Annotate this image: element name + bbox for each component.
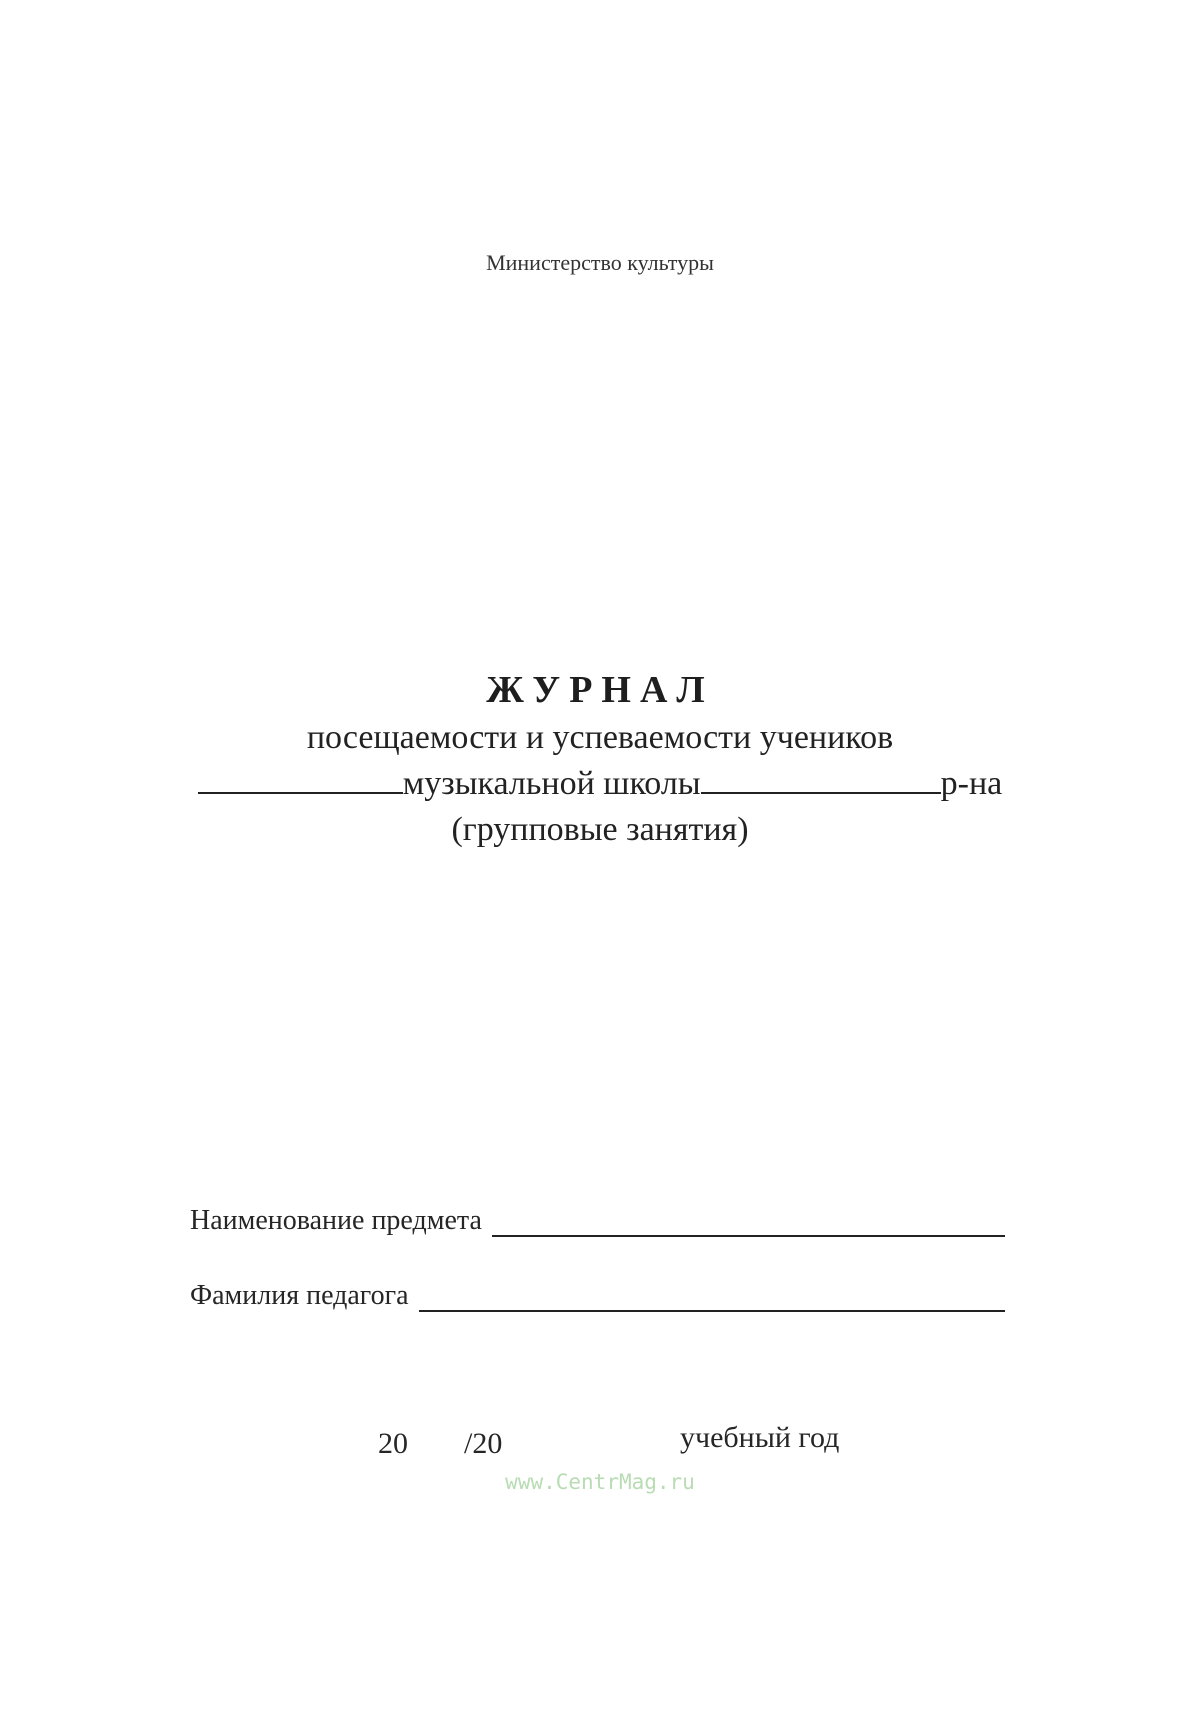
year-start: 20 bbox=[378, 1427, 408, 1460]
subject-label: Наименование предмета bbox=[190, 1205, 482, 1236]
teacher-blank-line[interactable] bbox=[419, 1284, 1005, 1312]
subject-blank-line[interactable] bbox=[492, 1209, 1005, 1237]
teacher-label: Фамилия педагога bbox=[190, 1280, 409, 1311]
academic-year-label: учебный год bbox=[680, 1421, 840, 1454]
title-block bbox=[0, 665, 1200, 853]
district-name-blank[interactable] bbox=[701, 762, 941, 794]
title-subtitle-line2 bbox=[0, 761, 1200, 807]
year-end: /20 bbox=[464, 1427, 503, 1460]
subject-field bbox=[190, 1205, 1005, 1237]
ministry-header: Министерство культуры bbox=[486, 250, 714, 275]
title-subtitle-line1: посещаемости и успеваемости учеников bbox=[306, 719, 894, 756]
journal-title: ЖУРНАЛ bbox=[486, 669, 714, 711]
academic-year-row bbox=[0, 1421, 1200, 1465]
school-type-text: музыкальной школы bbox=[402, 765, 701, 802]
watermark: www.CentrMag.ru bbox=[505, 1470, 695, 1494]
title-subtitle-line3: (групповые занятия) bbox=[451, 811, 749, 848]
school-number-blank[interactable] bbox=[198, 762, 403, 794]
teacher-field bbox=[190, 1280, 1005, 1312]
district-suffix-text: р-на bbox=[940, 765, 1003, 802]
